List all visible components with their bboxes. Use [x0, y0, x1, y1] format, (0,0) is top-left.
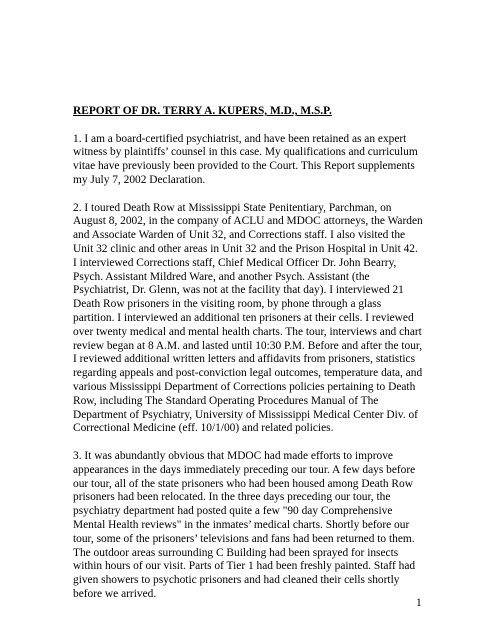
text-line: review began at 8 A.M. and lasted until 10:30 P.M. Before and after the tour,: [73, 339, 423, 352]
text-line: my July 7, 2002 Declaration.: [73, 173, 206, 186]
text-line: Mental Health reviews" in the inmates’ medical charts. Shortly before our: [73, 518, 410, 531]
text-line: tour, some of the prisoners’ televisions and fans had been returned to them.: [73, 532, 415, 545]
report-title: REPORT OF DR. TERRY A. KUPERS, M.D., M.S.P.: [73, 105, 332, 117]
text-line: within hours of our visit. Parts of Tier 1 had been freshly painted. Staff had: [73, 560, 416, 573]
text-line: over twenty medical and mental health charts. The tour, interviews and chart: [73, 325, 422, 338]
text-line: 2. I toured Death Row at Mississippi State Penitentiary, Parchman, on: [73, 201, 392, 214]
text-line: Psych. Assistant Mildred Ware, and another Psych. Assistant (the: [73, 270, 370, 283]
paragraph-1: [73, 133, 443, 188]
paragraph-2: [73, 202, 443, 437]
text-line: Unit 32 clinic and other areas in Unit 32 and the Prison Hospital in Unit 42.: [73, 242, 418, 255]
text-line: regarding appeals and post-conviction legal outcomes, temperature data, and: [73, 367, 423, 380]
text-line: various Mississippi Department of Corrections policies pertaining to Death: [73, 380, 416, 393]
page-number: 1: [416, 597, 422, 609]
text-line: witness by plaintiffs’ counsel in this case. My qualifications and curriculum: [73, 146, 418, 159]
text-line: 3. It was abundantly obvious that MDOC had made efforts to improve: [73, 449, 393, 462]
document-body: [73, 105, 443, 615]
text-line: 1. I am a board-certified psychiatrist, and have been retained as an expert: [73, 132, 407, 145]
text-line: appearances in the days immediately preceding our tour. A few days before: [73, 463, 416, 476]
text-line: our tour, all of the state prisoners who had been housed among Death Row: [73, 477, 413, 490]
text-line: Psychiatrist, Dr. Glenn, was not at the facility that day). I interviewed 21: [73, 284, 404, 297]
text-line: Department of Psychiatry, University of Mississippi Medical Center Div. of: [73, 408, 418, 421]
text-line: psychiatry department had posted quite a few "90 day Comprehensive: [73, 505, 393, 518]
paragraph-3: [73, 450, 443, 602]
text-line: vitae have previously been provided to the Court. This Report supplements: [73, 160, 415, 173]
text-line: Row, including The Standard Operating Procedures Manual of The: [73, 394, 379, 407]
text-line: I reviewed additional written letters and affidavits from prisoners, statistics: [73, 353, 416, 366]
text-line: prisoners had been relocated. In the three days preceding our tour, the: [73, 491, 391, 504]
text-line: and Associate Warden of Unit 32, and Corrections staff. I also visited the: [73, 229, 406, 242]
text-line: Death Row prisoners in the visiting room, by phone through a glass: [73, 298, 382, 311]
text-line: The outdoor areas surrounding C Building had been sprayed for insects: [73, 546, 399, 559]
text-line: I interviewed Corrections staff, Chief Medical Officer Dr. John Bearry,: [73, 256, 397, 269]
text-line: before we arrived.: [73, 587, 157, 600]
text-line: Correctional Medicine (eff. 10/1/00) and related policies.: [73, 422, 334, 435]
text-line: partition. I interviewed an additional ten prisoners at their cells. I reviewed: [73, 311, 414, 324]
text-line: given showers to psychotic prisoners and had cleaned their cells shortly: [73, 574, 400, 587]
text-line: August 8, 2002, in the company of ACLU and MDOC attorneys, the Warden: [73, 215, 423, 228]
